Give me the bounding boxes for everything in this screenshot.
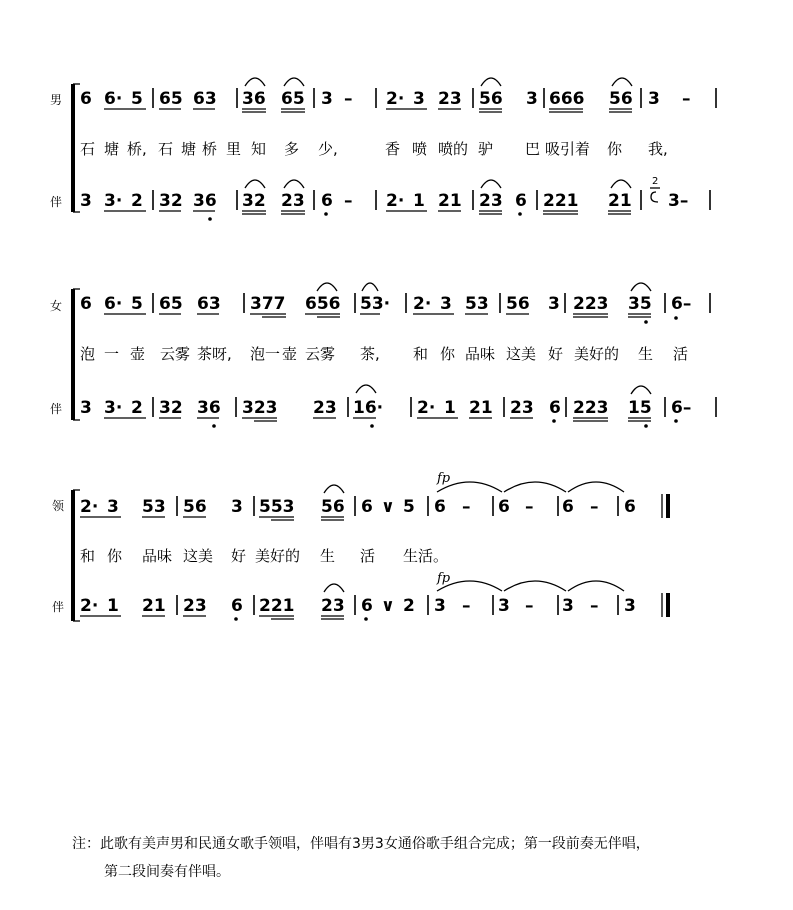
voice-label-chorus: 伴 — [50, 402, 63, 416]
svg-text:香: 香 — [385, 140, 401, 158]
svg-text:3: 3 — [80, 398, 92, 418]
svg-text:21: 21 — [438, 191, 462, 211]
staff-chorus — [80, 385, 716, 428]
lyrics-line-1 — [80, 140, 668, 158]
svg-text:56: 56 — [609, 89, 633, 109]
voice-label-lead: 领 — [52, 499, 65, 513]
svg-text:壶: 壶 — [130, 345, 146, 363]
svg-text:65: 65 — [281, 89, 305, 109]
svg-text:茶,: 茶, — [360, 345, 380, 363]
svg-text:泡: 泡 — [80, 345, 96, 363]
staff-female — [80, 283, 710, 324]
voice-label-female: 女 — [50, 299, 63, 313]
svg-text:巴: 巴 — [525, 140, 541, 158]
svg-text:驴: 驴 — [478, 140, 494, 158]
svg-text:3: 3 — [624, 596, 636, 616]
svg-text:36: 36 — [242, 89, 266, 109]
svg-text:32: 32 — [159, 191, 183, 211]
svg-text:53: 53 — [142, 497, 166, 517]
svg-text:3: 3 — [413, 89, 425, 109]
svg-text:生: 生 — [638, 345, 654, 363]
svg-text:少,: 少, — [318, 140, 338, 158]
svg-text:2·: 2· — [80, 497, 99, 517]
svg-text:223: 223 — [573, 398, 609, 418]
svg-text:6–: 6– — [671, 398, 692, 418]
svg-text:3: 3 — [548, 294, 560, 314]
svg-text:323: 323 — [242, 398, 278, 418]
svg-text:–: – — [590, 497, 599, 517]
svg-text:里: 里 — [226, 140, 242, 158]
svg-text:2·: 2· — [386, 191, 405, 211]
svg-text:吸引着: 吸引着 — [545, 140, 591, 158]
svg-text:56: 56 — [506, 294, 530, 314]
svg-text:3: 3 — [562, 596, 574, 616]
svg-text:32: 32 — [159, 398, 183, 418]
svg-text:21: 21 — [142, 596, 166, 616]
svg-text:3·: 3· — [104, 398, 123, 418]
svg-text:3: 3 — [107, 497, 119, 517]
svg-text:这美: 这美 — [183, 547, 214, 565]
svg-text:3: 3 — [321, 89, 333, 109]
staff-chorus — [80, 571, 668, 621]
svg-text:6·: 6· — [104, 89, 123, 109]
svg-text:221: 221 — [259, 596, 295, 616]
svg-text:活: 活 — [360, 547, 376, 565]
svg-text:6: 6 — [515, 191, 527, 211]
svg-text:221: 221 — [543, 191, 579, 211]
svg-text:223: 223 — [573, 294, 609, 314]
lyrics-line-2 — [80, 345, 688, 363]
svg-text:2·: 2· — [386, 89, 405, 109]
svg-text:和: 和 — [80, 547, 96, 565]
svg-text:品味: 品味 — [465, 345, 496, 363]
svg-text:2: 2 — [403, 596, 415, 616]
svg-text:好: 好 — [231, 547, 247, 565]
svg-text:3: 3 — [434, 596, 446, 616]
svg-text:2: 2 — [652, 176, 659, 187]
svg-text:65: 65 — [159, 294, 183, 314]
svg-text:–: – — [525, 596, 534, 616]
svg-text:15: 15 — [628, 398, 652, 418]
voice-label-chorus: 伴 — [50, 195, 63, 209]
svg-text:–: – — [344, 89, 353, 109]
svg-text:石: 石 — [158, 140, 174, 158]
svg-text:一: 一 — [104, 345, 120, 363]
svg-text:6: 6 — [434, 497, 446, 517]
svg-text:∨: ∨ — [381, 596, 395, 616]
svg-text:2: 2 — [131, 398, 143, 418]
svg-text:壶: 壶 — [282, 345, 298, 363]
svg-text:36: 36 — [197, 398, 221, 418]
svg-text:塘: 塘 — [181, 140, 197, 158]
svg-text:这美: 这美 — [506, 345, 537, 363]
svg-text:6: 6 — [321, 191, 333, 211]
system-3 — [52, 471, 668, 621]
svg-text:56: 56 — [183, 497, 207, 517]
svg-text:5: 5 — [403, 497, 415, 517]
svg-text:3: 3 — [648, 89, 660, 109]
svg-text:桥: 桥 — [202, 140, 218, 158]
svg-text:茶呀,: 茶呀, — [197, 345, 232, 363]
voice-label-male: 男 — [50, 93, 63, 107]
svg-text:石: 石 — [80, 140, 96, 158]
svg-text:23: 23 — [183, 596, 207, 616]
svg-text:塘: 塘 — [104, 140, 120, 158]
svg-text:65: 65 — [159, 89, 183, 109]
svg-text:3: 3 — [498, 596, 510, 616]
svg-text:你: 你 — [607, 140, 623, 158]
svg-text:6: 6 — [80, 294, 92, 314]
svg-text:你: 你 — [440, 345, 456, 363]
svg-text:–: – — [462, 596, 471, 616]
svg-text:云雾: 云雾 — [160, 345, 191, 363]
svg-text:5: 5 — [131, 89, 143, 109]
svg-text:6: 6 — [562, 497, 574, 517]
svg-text:和: 和 — [413, 345, 429, 363]
svg-text:生活。: 生活。 — [403, 547, 449, 565]
svg-text:你: 你 — [107, 547, 123, 565]
svg-text:63: 63 — [197, 294, 221, 314]
svg-text:–: – — [344, 191, 353, 211]
svg-text:6: 6 — [80, 89, 92, 109]
lyrics-line-3 — [80, 547, 448, 565]
svg-text:23: 23 — [438, 89, 462, 109]
svg-text:6–: 6– — [671, 294, 692, 314]
svg-text:6: 6 — [361, 497, 373, 517]
footnote-line-1: 注：此歌有美声男和民通女歌手领唱，伴唱有3男3女通俗歌手组合完成；第一段前奏无伴唱， — [72, 836, 650, 852]
system-2 — [50, 283, 716, 428]
svg-text:23: 23 — [510, 398, 534, 418]
svg-text:桥,: 桥, — [127, 140, 147, 158]
svg-text:6: 6 — [231, 596, 243, 616]
svg-text:3: 3 — [80, 191, 92, 211]
svg-text:–: – — [525, 497, 534, 517]
svg-text:–: – — [682, 89, 691, 109]
svg-text:喷: 喷 — [412, 140, 428, 158]
footnote-line-2: 第二段间奏有伴唱。 — [104, 864, 230, 880]
svg-text:生: 生 — [320, 547, 336, 565]
svg-text:53·: 53· — [360, 294, 391, 314]
svg-text:2·: 2· — [80, 596, 99, 616]
svg-text:活: 活 — [673, 345, 689, 363]
svg-text:–: – — [590, 596, 599, 616]
svg-text:6: 6 — [549, 398, 561, 418]
svg-text:63: 63 — [193, 89, 217, 109]
dynamic-marking: fp — [437, 471, 451, 486]
svg-text:品味: 品味 — [142, 547, 173, 565]
svg-text:56: 56 — [479, 89, 503, 109]
svg-text:16·: 16· — [353, 398, 384, 418]
svg-text:2·: 2· — [413, 294, 432, 314]
staff-male — [80, 78, 716, 112]
svg-text:21: 21 — [608, 191, 632, 211]
footnote — [72, 830, 762, 886]
svg-text:36: 36 — [193, 191, 217, 211]
svg-text:6: 6 — [624, 497, 636, 517]
svg-text:23: 23 — [479, 191, 503, 211]
svg-text:美好的: 美好的 — [574, 345, 620, 363]
svg-text:6: 6 — [498, 497, 510, 517]
svg-text:云雾: 云雾 — [305, 345, 336, 363]
svg-text:2·: 2· — [417, 398, 436, 418]
svg-text:多: 多 — [284, 140, 300, 158]
svg-text:3–: 3– — [668, 191, 689, 211]
svg-text:美好的: 美好的 — [255, 547, 301, 565]
svg-text:–: – — [462, 497, 471, 517]
svg-text:好: 好 — [548, 345, 564, 363]
svg-text:32: 32 — [242, 191, 266, 211]
svg-text:23: 23 — [321, 596, 345, 616]
svg-text:3: 3 — [231, 497, 243, 517]
svg-text:知: 知 — [251, 140, 267, 158]
svg-text:1: 1 — [107, 596, 119, 616]
svg-text:5: 5 — [131, 294, 143, 314]
svg-text:23: 23 — [313, 398, 337, 418]
svg-text:1: 1 — [444, 398, 456, 418]
svg-text:3: 3 — [526, 89, 538, 109]
system-1 — [50, 78, 716, 221]
svg-text:21: 21 — [469, 398, 493, 418]
svg-text:泡一: 泡一 — [250, 345, 281, 363]
svg-text:56: 56 — [321, 497, 345, 517]
svg-text:23: 23 — [281, 191, 305, 211]
svg-text:6·: 6· — [104, 294, 123, 314]
dynamic-marking: fp — [437, 571, 451, 586]
svg-text:1: 1 — [413, 191, 425, 211]
svg-text:3: 3 — [440, 294, 452, 314]
svg-text:53: 53 — [465, 294, 489, 314]
staff-chorus — [80, 176, 710, 221]
voice-label-chorus: 伴 — [52, 600, 65, 614]
svg-text:377: 377 — [250, 294, 286, 314]
svg-text:喷的: 喷的 — [438, 140, 469, 158]
svg-text:∨: ∨ — [381, 497, 395, 517]
svg-text:6: 6 — [361, 596, 373, 616]
staff-lead — [80, 471, 668, 520]
svg-text:666: 666 — [549, 89, 585, 109]
svg-text:3·: 3· — [104, 191, 123, 211]
svg-text:我,: 我, — [648, 140, 668, 158]
svg-text:553: 553 — [259, 497, 295, 517]
svg-text:2: 2 — [131, 191, 143, 211]
svg-text:35: 35 — [628, 294, 652, 314]
svg-text:656: 656 — [305, 294, 341, 314]
